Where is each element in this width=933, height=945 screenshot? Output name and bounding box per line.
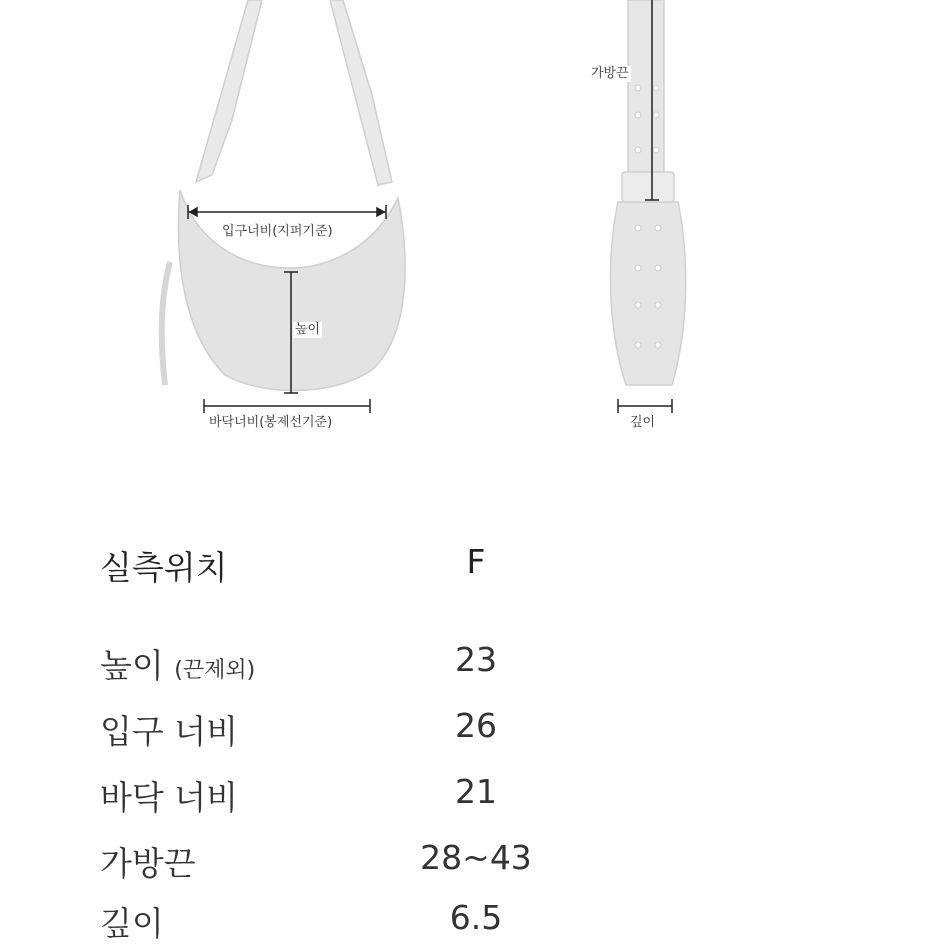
side-bag-strap [622, 0, 674, 202]
table-header-size: F [466, 542, 486, 581]
strap-label: 가방끈 [591, 66, 629, 81]
side-bag-body [610, 202, 685, 385]
depth-label: 깊이 [630, 415, 656, 430]
opening-width-arrow [188, 205, 386, 219]
table-row-label: 가방끈 [100, 844, 196, 883]
depth-arrow [618, 399, 672, 413]
table-row-label: 높이 (끈제외) [100, 646, 256, 685]
table-row-value: 26 [455, 706, 497, 745]
table-row-value: 6.5 [449, 898, 503, 937]
table-row-value: 21 [455, 772, 497, 811]
bottom-width-arrow [204, 399, 370, 413]
size-diagram [0, 0, 933, 470]
table-row-value: 28~43 [420, 838, 532, 877]
opening-width-label: 입구너비(지퍼기준) [222, 224, 333, 239]
table-row-label: 바닥 너비 [100, 778, 239, 817]
front-bag-strap [196, 0, 392, 185]
table-row-label: 깊이 [100, 904, 164, 943]
table-header-label: 실측위치 [100, 548, 228, 587]
front-bag-body [178, 190, 405, 391]
height-label: 높이 [295, 322, 321, 337]
table-row-label: 입구 너비 [100, 712, 239, 751]
front-bag-zipper-tab [162, 262, 170, 385]
bag-illustration [0, 0, 933, 470]
table-row-note: (끈제외) [174, 658, 256, 683]
table-row-value: 23 [455, 640, 497, 679]
bottom-width-label: 바닥너비(봉제선기준) [209, 415, 333, 430]
